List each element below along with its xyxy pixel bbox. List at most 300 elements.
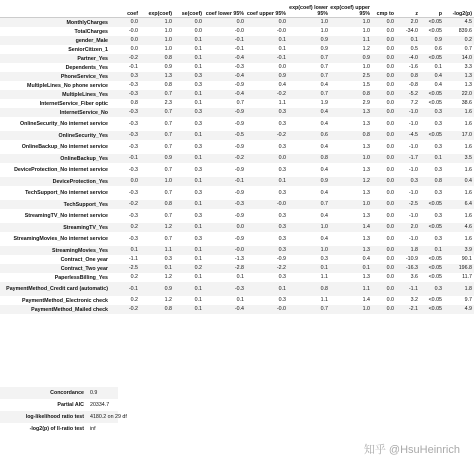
- table-cell: 0.3: [194, 213, 202, 219]
- table-cell: 0.1: [194, 256, 202, 262]
- table-cell: 0.7: [464, 46, 472, 52]
- row-label: OnlineSecurity_Yes: [58, 132, 108, 139]
- table-row: [0, 177, 474, 186]
- table-cell: 0.1: [278, 286, 286, 292]
- table-cell: 0.3: [278, 190, 286, 196]
- table-cell: 1.3: [362, 109, 370, 115]
- table-cell: 1.0: [164, 178, 172, 184]
- table-cell: 0.4: [434, 73, 442, 79]
- row-label: PaymentMethod_Mailed check: [31, 306, 108, 313]
- row-label: OnlineBackup_Yes: [60, 155, 108, 162]
- table-cell: 0.1: [194, 91, 202, 97]
- table-cell: 0.3: [194, 82, 202, 88]
- summary-row: [0, 399, 118, 411]
- table-cell: 1.0: [164, 37, 172, 43]
- table-cell: 0.0: [236, 224, 244, 230]
- table-cell: -0.3: [128, 190, 138, 196]
- table-row: [0, 90, 474, 99]
- table-cell: 0.8: [362, 132, 370, 138]
- column-header: coef upper 95%: [246, 0, 288, 18]
- table-row: [0, 54, 474, 63]
- table-cell: 1.9: [320, 100, 328, 106]
- table-cell: 0.8: [130, 100, 138, 106]
- table-cell: -2.1: [408, 306, 418, 312]
- table-row: [0, 99, 474, 108]
- table-cell: <0.05: [428, 297, 442, 303]
- table-row: [0, 45, 474, 54]
- table-cell: 0.3: [194, 73, 202, 79]
- table-cell: 0.0: [386, 132, 394, 138]
- table-cell: -2.5: [128, 265, 138, 271]
- table-cell: <0.05: [428, 91, 442, 97]
- table-cell: -0.2: [276, 91, 286, 97]
- summary-row: [0, 411, 118, 423]
- table-cell: 38.6: [461, 100, 472, 106]
- table-cell: 839.6: [458, 28, 472, 34]
- table-cell: 0.4: [320, 213, 328, 219]
- table-cell: 0.3: [278, 213, 286, 219]
- table-cell: 0.1: [410, 37, 418, 43]
- column-header: z: [396, 0, 420, 18]
- table-cell: 0.7: [164, 213, 172, 219]
- table-cell: 1.0: [362, 201, 370, 207]
- table-cell: 0.9: [278, 73, 286, 79]
- table-cell: 0.3: [278, 167, 286, 173]
- table-cell: 17.0: [461, 132, 472, 138]
- table-cell: 1.3: [362, 247, 370, 253]
- table-cell: 0.4: [320, 121, 328, 127]
- table-row: [0, 63, 474, 72]
- table-cell: 0.3: [194, 167, 202, 173]
- table-cell: 0.1: [236, 274, 244, 280]
- table-cell: -4.5: [408, 132, 418, 138]
- row-label: StreamingTV_No internet service: [24, 213, 108, 219]
- table-cell: 0.0: [386, 167, 394, 173]
- table-cell: 0.1: [194, 132, 202, 138]
- table-cell: 0.8: [362, 91, 370, 97]
- table-cell: 14.0: [461, 55, 472, 61]
- table-cell: 1.0: [362, 19, 370, 25]
- table-row: [0, 108, 474, 117]
- table-cell: -0.4: [234, 73, 244, 79]
- table-cell: 0.8: [320, 286, 328, 292]
- table-cell: 0.0: [386, 201, 394, 207]
- table-cell: 0.9: [320, 46, 328, 52]
- table-cell: 0.8: [410, 73, 418, 79]
- table-cell: 0.2: [130, 297, 138, 303]
- table-cell: 0.7: [320, 91, 328, 97]
- table-cell: 0.7: [164, 91, 172, 97]
- table-cell: 0.0: [386, 155, 394, 161]
- table-cell: 1.2: [164, 224, 172, 230]
- table-cell: -2.2: [276, 265, 286, 271]
- table-cell: 0.7: [320, 306, 328, 312]
- table-cell: -1.7: [408, 155, 418, 161]
- table-row: [0, 72, 474, 81]
- table-row: [0, 246, 474, 255]
- table-cell: -0.9: [234, 190, 244, 196]
- table-cell: -1.0: [408, 144, 418, 150]
- table-cell: 3.6: [410, 274, 418, 280]
- table-cell: -1.0: [408, 121, 418, 127]
- table-cell: -0.3: [128, 144, 138, 150]
- table-cell: 0.0: [278, 64, 286, 70]
- table-cell: 2.0: [410, 19, 418, 25]
- table-cell: -10.9: [405, 256, 418, 262]
- table-cell: 0.0: [386, 55, 394, 61]
- table-cell: 0.3: [434, 236, 442, 242]
- table-cell: 0.3: [278, 247, 286, 253]
- table-cell: <0.05: [428, 224, 442, 230]
- table-cell: -0.1: [128, 64, 138, 70]
- table-cell: 0.1: [194, 46, 202, 52]
- table-cell: -0.3: [128, 167, 138, 173]
- table-cell: 0.0: [386, 256, 394, 262]
- table-cell: 0.0: [386, 109, 394, 115]
- table-cell: 0.3: [194, 236, 202, 242]
- table-cell: 0.2: [130, 224, 138, 230]
- table-cell: -16.3: [405, 265, 418, 271]
- table-cell: 0.4: [320, 236, 328, 242]
- table-cell: <0.05: [428, 274, 442, 280]
- table-cell: -0.9: [234, 236, 244, 242]
- table-cell: 0.3: [434, 213, 442, 219]
- table-cell: 0.4: [320, 144, 328, 150]
- table-cell: 1.3: [362, 213, 370, 219]
- table-cell: 0.1: [278, 178, 286, 184]
- row-label: StreamingTV_Yes: [63, 224, 108, 231]
- table-cell: -1.3: [234, 256, 244, 262]
- table-cell: 0.3: [130, 73, 138, 79]
- table-cell: -0.9: [234, 167, 244, 173]
- table-row: [0, 255, 474, 264]
- row-label: PaperlessBilling_Yes: [54, 274, 108, 281]
- summary-value: inf: [90, 426, 96, 432]
- table-cell: 0.0: [386, 265, 394, 271]
- table-cell: 0.1: [194, 286, 202, 292]
- table-cell: 7.2: [410, 100, 418, 106]
- column-header: exp(coef) lower 95%: [288, 0, 330, 18]
- row-label: InternetService_No: [59, 109, 108, 116]
- table-cell: 0.7: [236, 100, 244, 106]
- table-cell: 0.0: [386, 28, 394, 34]
- table-cell: 1.3: [164, 73, 172, 79]
- table-cell: -0.1: [276, 55, 286, 61]
- column-header: exp(coef) upper 95%: [330, 0, 372, 18]
- table-cell: 0.3: [278, 274, 286, 280]
- table-cell: 0.1: [194, 155, 202, 161]
- table-row: [0, 223, 474, 232]
- table-cell: -0.0: [276, 201, 286, 207]
- table-cell: 90.1: [461, 256, 472, 262]
- table-cell: 0.7: [320, 73, 328, 79]
- column-header: p: [420, 0, 444, 18]
- table-cell: 0.0: [386, 236, 394, 242]
- table-cell: 1.4: [362, 297, 370, 303]
- table-cell: 0.1: [194, 37, 202, 43]
- table-cell: -0.1: [234, 37, 244, 43]
- table-cell: -0.3: [128, 213, 138, 219]
- table-cell: 1.0: [164, 46, 172, 52]
- table-cell: 1.1: [320, 274, 328, 280]
- table-cell: 0.4: [362, 256, 370, 262]
- table-cell: -0.0: [128, 28, 138, 34]
- summary-value: 20334.7: [90, 402, 110, 408]
- table-cell: <0.05: [428, 132, 442, 138]
- table-row: [0, 305, 474, 314]
- table-cell: 1.2: [164, 297, 172, 303]
- table-cell: 1.3: [362, 121, 370, 127]
- table-cell: 0.4: [320, 167, 328, 173]
- table-row: [0, 36, 474, 45]
- table-cell: 0.8: [320, 155, 328, 161]
- table-cell: 0.9: [320, 178, 328, 184]
- table-cell: -0.3: [128, 82, 138, 88]
- table-cell: 0.3: [278, 121, 286, 127]
- table-cell: 0.2: [194, 265, 202, 271]
- table-cell: 0.1: [194, 178, 202, 184]
- table-cell: <0.05: [428, 201, 442, 207]
- table-cell: 0.1: [194, 297, 202, 303]
- summary-row: [0, 387, 118, 399]
- table-cell: <0.05: [428, 55, 442, 61]
- table-cell: -0.8: [408, 82, 418, 88]
- table-cell: 0.3: [278, 236, 286, 242]
- table-row: [0, 117, 474, 131]
- table-cell: 1.0: [320, 224, 328, 230]
- table-cell: 1.3: [362, 190, 370, 196]
- table-cell: 0.3: [194, 109, 202, 115]
- table-cell: 0.2: [130, 274, 138, 280]
- table-cell: -0.9: [276, 256, 286, 262]
- table-cell: -0.3: [128, 109, 138, 115]
- column-header: -log2(p): [444, 0, 474, 18]
- table-cell: <0.05: [428, 28, 442, 34]
- table-cell: -0.0: [234, 28, 244, 34]
- table-cell: -0.4: [234, 306, 244, 312]
- column-header: cmp to: [372, 0, 396, 18]
- index-header: [0, 0, 110, 18]
- table-row: [0, 273, 474, 282]
- table-cell: -0.2: [128, 201, 138, 207]
- table-cell: <0.05: [428, 100, 442, 106]
- table-cell: 0.3: [278, 109, 286, 115]
- table-cell: 0.0: [386, 274, 394, 280]
- row-label: PhoneService_Yes: [60, 73, 108, 80]
- table-cell: 0.0: [130, 46, 138, 52]
- table-cell: -0.3: [234, 286, 244, 292]
- table-cell: 1.6: [464, 213, 472, 219]
- table-cell: -0.2: [234, 155, 244, 161]
- table-cell: 1.3: [362, 167, 370, 173]
- table-cell: 0.0: [386, 91, 394, 97]
- table-cell: <0.05: [428, 19, 442, 25]
- table-cell: 0.3: [434, 144, 442, 150]
- column-header: exp(coef): [140, 0, 174, 18]
- table-cell: 0.3: [434, 109, 442, 115]
- column-header: coef: [110, 0, 140, 18]
- table-cell: 0.3: [320, 256, 328, 262]
- table-cell: -0.5: [234, 132, 244, 138]
- table-cell: -2.5: [408, 201, 418, 207]
- table-cell: 9.7: [464, 297, 472, 303]
- table-cell: 0.4: [320, 82, 328, 88]
- table-cell: 0.3: [194, 121, 202, 127]
- row-label: Partner_Yes: [77, 55, 108, 62]
- table-cell: 1.0: [164, 19, 172, 25]
- table-cell: 0.2: [464, 37, 472, 43]
- table-cell: 0.8: [434, 178, 442, 184]
- table-cell: -0.2: [276, 132, 286, 138]
- table-cell: 1.6: [464, 236, 472, 242]
- table-cell: -0.3: [234, 201, 244, 207]
- row-label: InternetService_Fiber optic: [39, 100, 108, 107]
- table-cell: 0.3: [410, 178, 418, 184]
- table-cell: 1.2: [362, 178, 370, 184]
- table-row: [0, 282, 474, 296]
- summary-row: [0, 423, 118, 435]
- table-cell: 0.0: [386, 121, 394, 127]
- table-cell: 1.1: [278, 100, 286, 106]
- table-cell: -1.0: [408, 213, 418, 219]
- table-cell: 1.0: [362, 306, 370, 312]
- table-cell: 1.0: [320, 19, 328, 25]
- table-cell: 0.1: [194, 64, 202, 70]
- table-cell: 0.0: [386, 190, 394, 196]
- row-label: SeniorCitizen_1: [68, 46, 108, 53]
- row-label: StreamingMovies_No internet service: [13, 236, 108, 242]
- table-cell: 0.0: [386, 73, 394, 79]
- table-row: [0, 296, 474, 305]
- table-cell: 0.0: [386, 37, 394, 43]
- table-cell: 0.0: [130, 19, 138, 25]
- row-label: DeviceProtection_No internet service: [14, 167, 108, 173]
- table-cell: -1.0: [408, 167, 418, 173]
- table-cell: 0.7: [164, 121, 172, 127]
- table-cell: -0.1: [128, 286, 138, 292]
- table-row: [0, 163, 474, 177]
- table-cell: 0.0: [386, 213, 394, 219]
- table-cell: 0.9: [362, 55, 370, 61]
- table-cell: <0.05: [428, 265, 442, 271]
- table-cell: 1.6: [464, 190, 472, 196]
- table-cell: -0.9: [234, 109, 244, 115]
- table-cell: 0.3: [194, 190, 202, 196]
- table-cell: 0.3: [164, 256, 172, 262]
- table-cell: 0.0: [386, 286, 394, 292]
- table-cell: 2.5: [362, 73, 370, 79]
- table-cell: 1.0: [320, 247, 328, 253]
- table-cell: 1.6: [464, 144, 472, 150]
- table-cell: 0.0: [386, 46, 394, 52]
- table-cell: 1.1: [362, 286, 370, 292]
- table-cell: <0.05: [428, 256, 442, 262]
- row-label: TechSupport_Yes: [63, 201, 108, 208]
- row-label: Dependents_Yes: [65, 64, 108, 71]
- table-cell: 0.1: [194, 100, 202, 106]
- table-cell: -0.9: [234, 144, 244, 150]
- row-label: TotalCharges: [74, 28, 108, 35]
- table-cell: 0.3: [278, 224, 286, 230]
- table-row: [0, 154, 474, 163]
- table-cell: -0.1: [128, 155, 138, 161]
- table-cell: 0.9: [164, 155, 172, 161]
- table-cell: 0.1: [278, 37, 286, 43]
- table-cell: 0.7: [164, 167, 172, 173]
- table-cell: 3.3: [464, 64, 472, 70]
- row-label: PaymentMethod_Credit card (automatic): [6, 286, 108, 292]
- table-cell: 0.0: [386, 64, 394, 70]
- table-cell: 1.6: [464, 121, 472, 127]
- table-cell: -0.3: [128, 132, 138, 138]
- table-cell: 0.7: [320, 201, 328, 207]
- table-cell: -0.0: [234, 247, 244, 253]
- table-cell: 1.4: [362, 224, 370, 230]
- row-label: TechSupport_No internet service: [25, 190, 108, 196]
- table-cell: 0.3: [434, 286, 442, 292]
- table-cell: 0.8: [164, 306, 172, 312]
- summary-label: log-likelihood ratio test: [25, 414, 84, 420]
- table-cell: 1.3: [464, 82, 472, 88]
- table-cell: 1.0: [362, 64, 370, 70]
- table-cell: 0.3: [434, 121, 442, 127]
- table-cell: 0.9: [434, 37, 442, 43]
- table-cell: 196.8: [458, 265, 472, 271]
- table-cell: 0.1: [164, 265, 172, 271]
- table-cell: 2.3: [164, 100, 172, 106]
- table-cell: -0.0: [276, 306, 286, 312]
- table-cell: 4.6: [464, 224, 472, 230]
- row-label: MultipleLines_Yes: [62, 91, 108, 98]
- row-label: DeviceProtection_Yes: [52, 178, 108, 185]
- header-row: [0, 0, 474, 18]
- table-cell: 3.5: [464, 155, 472, 161]
- table-cell: 0.9: [164, 286, 172, 292]
- table-row: [0, 27, 474, 36]
- table-cell: -0.4: [234, 91, 244, 97]
- table-cell: 0.1: [130, 247, 138, 253]
- table-cell: 0.4: [434, 82, 442, 88]
- column-header: coef lower 95%: [204, 0, 246, 18]
- table-cell: 0.4: [320, 109, 328, 115]
- table-row: [0, 186, 474, 200]
- table-cell: 1.0: [362, 155, 370, 161]
- table-cell: 0.0: [194, 19, 202, 25]
- table-cell: 2.9: [362, 100, 370, 106]
- table-cell: 0.9: [320, 37, 328, 43]
- column-header: se(coef): [174, 0, 204, 18]
- table-cell: -0.3: [234, 64, 244, 70]
- table-cell: 0.0: [386, 144, 394, 150]
- table-cell: 0.3: [194, 144, 202, 150]
- table-cell: 0.1: [194, 55, 202, 61]
- table-cell: -5.2: [408, 91, 418, 97]
- table-cell: -1.0: [408, 190, 418, 196]
- table-cell: 0.1: [194, 247, 202, 253]
- summary-label: -log2(p) of ll-ratio test: [29, 426, 84, 432]
- table-cell: 0.0: [278, 19, 286, 25]
- table-cell: 4.9: [464, 306, 472, 312]
- table-cell: 0.0: [386, 178, 394, 184]
- table-cell: 0.0: [130, 37, 138, 43]
- table-cell: 2.0: [410, 224, 418, 230]
- table-cell: -1.1: [408, 286, 418, 292]
- table-cell: -34.0: [405, 28, 418, 34]
- table-cell: 1.3: [362, 236, 370, 242]
- table-cell: -0.4: [234, 55, 244, 61]
- table-cell: 1.1: [164, 247, 172, 253]
- table-row: [0, 232, 474, 246]
